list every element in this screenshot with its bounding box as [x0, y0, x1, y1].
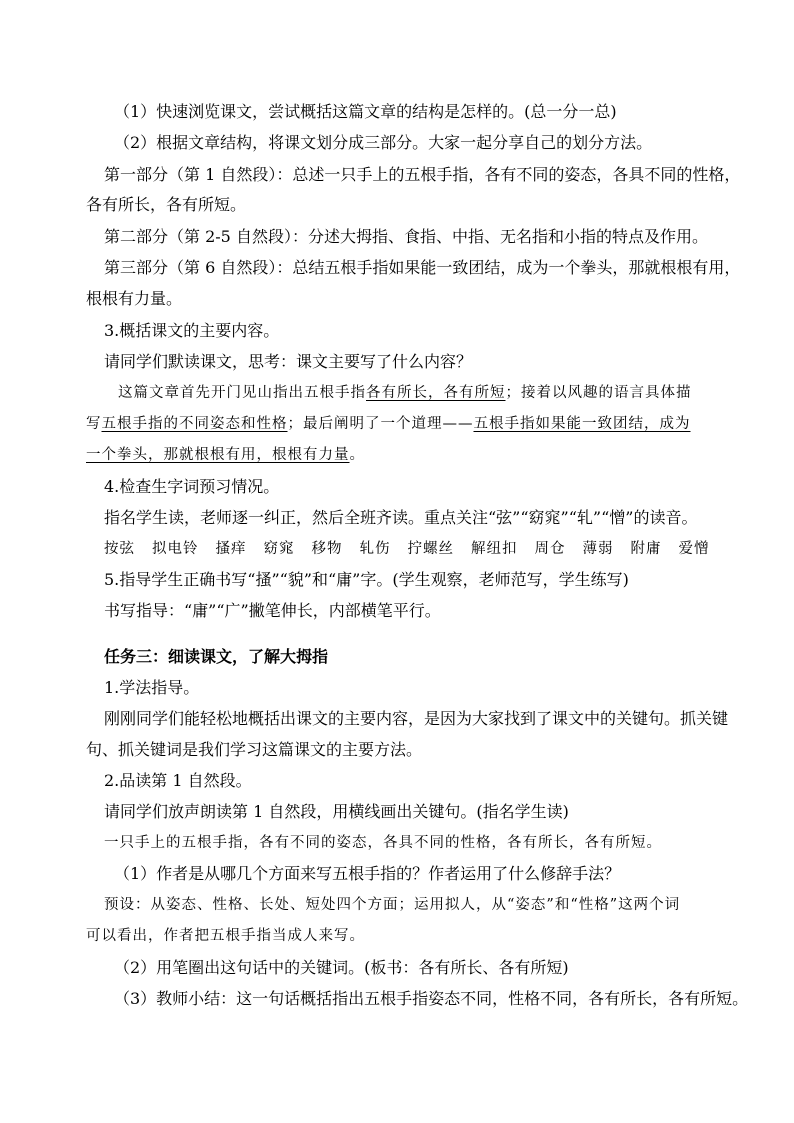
answer-l1-pre: 这篇文章首先开门见山指出五根手指: [118, 385, 366, 401]
vocab-word: 解纽扣: [471, 541, 518, 557]
task3-desc-line1: 刚刚同学们能轻松地概括出课文的主要内容，是因为大家找到了课文中的关键句。抓关键: [104, 709, 729, 728]
vocab-word: 周仓: [534, 541, 566, 557]
step4-heading: 4.检查生字词预习情况。: [104, 477, 280, 496]
step4-desc: 指名学生读，老师逐一纠正，然后全班齐读。重点关注“弦”“窈窕”“轧”“憎”的读音。: [104, 508, 698, 527]
question-2: （2）用笔圈出这句话中的关键词。(板书：各有所长、各有所短): [114, 958, 569, 977]
answer-l1-underlined: 各有所长，各有所短: [366, 385, 506, 401]
vocab-word: 轧伤: [359, 541, 391, 557]
vocab-word: 附庸: [630, 541, 662, 557]
vocab-word: 拧螺丝: [407, 541, 454, 557]
part1-line1: 第一部分（第 1 自然段）：总述一只手上的五根手指，各有不同的姿态，各具不同的性格，: [104, 165, 741, 184]
answer-l3-post: 。: [349, 447, 365, 463]
task3-title: 任务三：细读课文，了解大拇指: [104, 647, 329, 666]
answer-l3-underlined: 一个拳头，那就根根有用，根根有力量: [86, 447, 350, 463]
vocab-word: 薄弱: [582, 541, 614, 557]
vocab-word: 按弦: [104, 541, 135, 557]
answer-line2: [86, 413, 754, 435]
step5-heading: 5.指导学生正确书写“搔”“貌”和“庸”字。(学生观察，老师范写，学生练写): [104, 570, 629, 589]
answer-l2-mid: ；最后阐明了一个道理——: [287, 416, 474, 432]
vocab-word: 爱憎: [678, 541, 710, 557]
vocab-word: 窈窕: [263, 541, 295, 557]
part1-line2: 各有所长，各有所短。: [86, 195, 247, 214]
question-3: （3）教师小结：这一句话概括指出五根手指姿态不同，性格不同，各有所长，各有所短。: [114, 989, 749, 1008]
task3-step2: 2.品读第 1 自然段。: [104, 771, 252, 790]
part3-line1: 第三部分（第 6 自然段）：总结五根手指如果能一致团结，成为一个拳头，那就根根有用，: [104, 258, 741, 277]
para-skim: （1）快速浏览课文，尝试概括这篇文章的结构是怎样的。(总一分一总): [114, 102, 617, 121]
step3-heading: 3.概括课文的主要内容。: [104, 321, 280, 340]
part3-line2: 根根有力量。: [86, 289, 183, 308]
task3-read: 请同学们放声朗读第 1 自然段，用横线画出关键句。(指名学生读): [104, 802, 569, 821]
answer-line1: [118, 382, 754, 404]
vocab-word: 搔痒: [215, 541, 247, 557]
answer-l2-underlined-2: 五根手指如果能一致团结，成为: [473, 416, 691, 432]
answer-l1-post: ；接着以风趣的语言具体描: [505, 385, 692, 401]
answer-l2-pre: 写: [86, 416, 102, 432]
vocab-list: [104, 538, 754, 560]
answer-l2-underlined-1: 五根手指的不同姿态和性格: [101, 416, 288, 432]
task3-key-sentence: 一只手上的五根手指，各有不同的姿态，各具不同的性格，各有所长，各有所短。: [104, 835, 662, 851]
vocab-word: 拟电铃: [152, 541, 199, 557]
task3-desc-line2: 句、抓关键词是我们学习这篇课文的主要方法。: [86, 740, 423, 759]
vocab-word: 移物: [311, 541, 343, 557]
part2-line: 第二部分（第 2-5 自然段）：分述大拇指、食指、中指、无名指和小指的特点及作用。: [104, 227, 708, 246]
preset-line2: 可以看出，作者把五根手指当成人来写。: [86, 928, 365, 944]
para-divide: （2）根据文章结构，将课文划分成三部分。大家一起分享自己的划分方法。: [114, 133, 653, 152]
step3-question: 请同学们默读课文，思考：课文主要写了什么内容？: [104, 352, 473, 371]
writing-guide: 书写指导：“庸”“广”撇笔伸长，内部横笔平行。: [104, 601, 441, 620]
task3-step1: 1.学法指导。: [104, 678, 200, 697]
preset-line1: 预设：从姿态、性格、长处、短处四个方面；运用拟人，从“姿态”和“性格”这两个词: [104, 897, 681, 913]
question-1: （1）作者是从哪几个方面来写五根手指的？作者运用了什么修辞手法？: [114, 864, 621, 883]
answer-line3: [86, 444, 754, 466]
